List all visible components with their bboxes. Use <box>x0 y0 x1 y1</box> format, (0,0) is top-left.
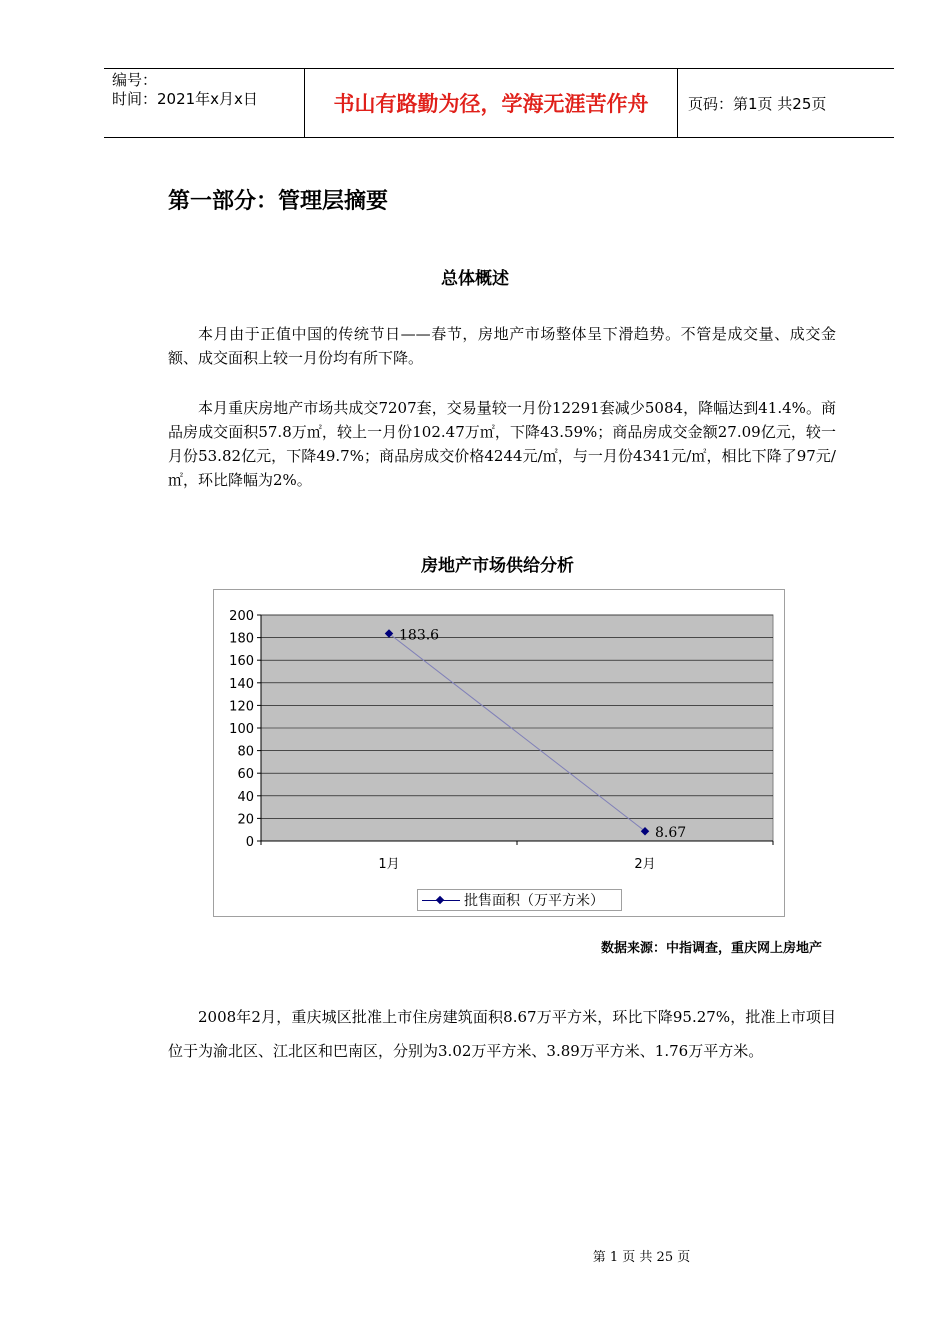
data-label: 8.67 <box>655 825 687 842</box>
paragraph-1: 本月由于正值中国的传统节日——春节，房地产市场整体呈下滑趋势。不管是成交量、成交金额、成交面积上较一月份均有所下降。 <box>168 325 836 367</box>
paragraph-3: 2008年2月，重庆城区批准上市住房建筑面积8.67万平方米，环比下降95.27%，批准上市项目位于为渝北区、江北区和巴南区，分别为3.02万平方米、3.89万平方米、1.76万平方米。 <box>168 1008 836 1060</box>
source-note: 数据来源：中指调查，重庆网上房地产 <box>600 941 822 956</box>
y-tick-label: 200 <box>229 609 254 624</box>
y-tick-label: 180 <box>229 631 254 647</box>
paragraph-2: 本月重庆房地产市场共成交7207套，交易量较一月份12291套减少5084，降幅达到41.4%。商品房成交面积57.8万㎡，较上一月份102.47万㎡，下降43.59%；商品房成交金额27.09亿元，较一月份53.82亿元，下降49.7%；商品房成交价格4244元/㎡，与一月份4341元/㎡，相比下降了97元/㎡，环比降幅为2%。 <box>168 399 836 489</box>
chart-svg <box>214 590 784 916</box>
subtitle: 总体概述 <box>441 269 509 289</box>
y-tick-label: 160 <box>229 654 254 670</box>
legend-marker-icon <box>422 895 460 905</box>
y-tick-label: 20 <box>237 812 254 828</box>
chart <box>213 589 785 917</box>
data-label: 183.6 <box>399 627 440 644</box>
x-tick-label: 2月 <box>634 857 656 872</box>
number-label: 编号： <box>112 71 158 89</box>
y-tick-label: 0 <box>245 835 254 850</box>
time-label: 时间：2021年x月x日 <box>112 90 258 108</box>
y-tick-label: 120 <box>229 699 254 715</box>
chart-title: 房地产市场供给分析 <box>421 556 574 576</box>
y-tick-label: 100 <box>229 722 254 737</box>
page-footer: 第 1 页 共 25 页 <box>592 1250 691 1265</box>
section-title: 第一部分：管理层摘要 <box>168 189 389 214</box>
header-left <box>104 69 305 137</box>
x-tick-label: 1月 <box>378 857 400 872</box>
y-tick-label: 80 <box>237 744 254 760</box>
page-header <box>104 68 894 138</box>
header-motto: 书山有路勤为径，学海无涯苦作舟 <box>305 69 678 137</box>
y-tick-label: 60 <box>237 767 254 783</box>
y-tick-label: 140 <box>229 676 254 692</box>
header-page-info: 页码：第1页 共25页 <box>688 94 827 113</box>
chart-legend <box>417 889 622 911</box>
legend-label: 批售面积（万平方米） <box>464 893 604 909</box>
y-tick-label: 40 <box>237 789 254 805</box>
